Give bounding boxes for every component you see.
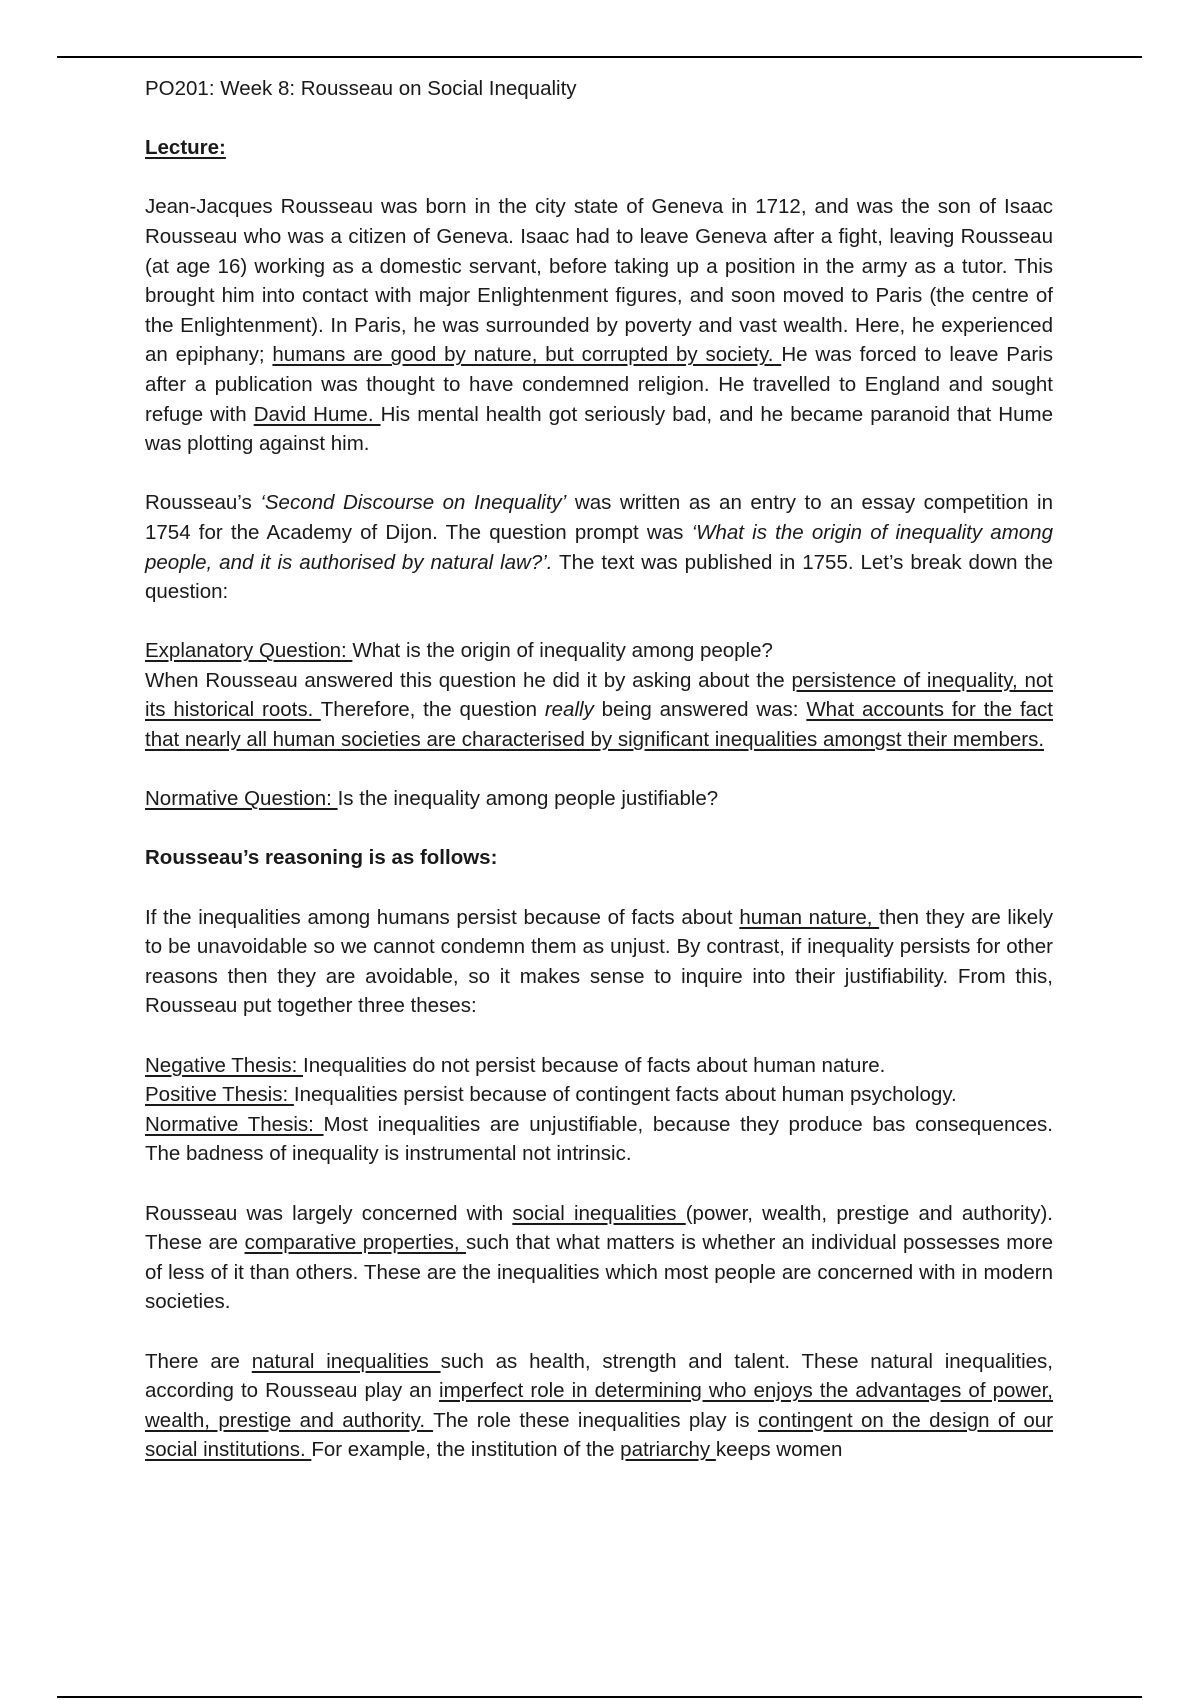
reasoning-heading: Rousseau’s reasoning is as follows:	[145, 846, 498, 870]
explanatory-paragraph: When Rousseau answered this question he did it by asking about the persistence of inequality, not its historical roots. Therefore, the question really being answered was: What accounts for the fact that nearly all human societies are characterised by significant inequalities amongst their members.	[145, 668, 1053, 752]
negative-thesis: Negative Thesis: Inequalities do not persist because of facts about human nature.	[145, 1053, 886, 1077]
discourse-paragraph: Rousseau’s ‘Second Discourse on Inequality’ was written as an entry to an essay competition in 1754 for the Academy of Dijon. The question prompt was ‘What is the origin of inequality among people, and it is authorised by natural law?’. The text was published in 1755. Let’s break down the question:	[145, 491, 1054, 604]
natural-inequalities-paragraph: There are natural inequalities such as health, strength and talent. These natural inequalities, according to Rousseau play an imperfect role in determining who enjoys the advantages of power, wealth, prestige and authority. The role these inequalities play is contingent on the design of our social institutions. For example, the institution of the patriarchy keeps women	[145, 1349, 1054, 1462]
explanatory-question: Explanatory Question: What is the origin of inequality among people?	[145, 639, 773, 663]
biography-paragraph: Jean-Jacques Rousseau was born in the city state of Geneva in 1712, and was the son of Isaac Rousseau who was a citizen of Geneva. Isaac had to leave Geneva after a fight, leaving Rousseau (at age 16) working as a domestic servant, before taking up a position in the army as a tutor. This brought him into contact with major Enlightenment figures, and soon moved to Paris (the centre of the Enlightenment). In Paris, he was surrounded by poverty and vast wealth. Here, he experienced an epiphany; humans are good by nature, but corrupted by society. He was forced to leave Paris after a publication was thought to have condemned religion. He travelled to England and sought refuge with David Hume. His mental health got seriously bad, and he became paranoid that Hume was plotting against him.	[145, 195, 1053, 456]
top-rule	[57, 56, 1142, 58]
normative-question: Normative Question: Is the inequality among people justifiable?	[145, 787, 719, 811]
reasoning-paragraph: If the inequalities among humans persist because of facts about human nature, then they are likely to be unavoidable so we cannot condemn them as unjust. By contrast, if inequality persists for other reasons then they are avoidable, so it makes sense to inquire into their justifiability. From this, Rousseau put together three theses:	[145, 905, 1053, 1018]
page-title: PO201: Week 8: Rousseau on Social Inequality	[145, 77, 577, 100]
bottom-rule	[57, 1696, 1142, 1698]
normative-thesis: Normative Thesis: Most inequalities are unjustifiable, because they produce bas consequences. The badness of inequality is instrumental not intrinsic.	[145, 1112, 1053, 1166]
social-inequalities-paragraph: Rousseau was largely concerned with social inequalities (power, wealth, prestige and authority). These are comparative properties, such that what matters is whether an individual possesses more of less of it than others. These are the inequalities which most people are concerned with in modern societies.	[145, 1201, 1054, 1314]
positive-thesis: Positive Thesis: Inequalities persist because of contingent facts about human psychology.	[145, 1083, 957, 1107]
lecture-heading: Lecture:	[145, 136, 226, 160]
document-body	[145, 74, 1053, 1495]
